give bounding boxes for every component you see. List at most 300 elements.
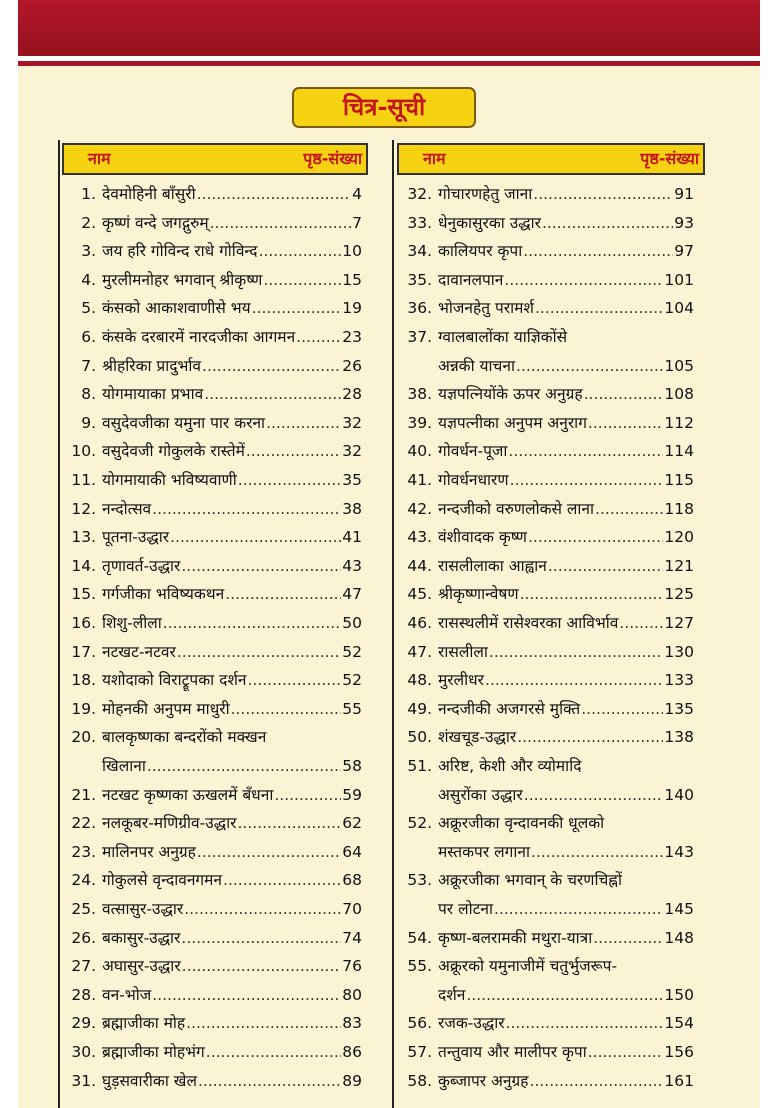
entry-title xyxy=(102,237,362,265)
dot-leader xyxy=(523,237,673,265)
entry-title-text: नन्दजीको वरुणलोकसे लाना xyxy=(438,500,595,518)
entry-title-text: नलकूबर-मणिग्रीव-उद्धार xyxy=(102,814,237,832)
dot-leader xyxy=(147,752,341,780)
entry-title-text: कुब्जापर अनुग्रह xyxy=(438,1072,529,1090)
entry-title-text: अक्रूरजीका भगवान् के चरणचिह्नों xyxy=(438,871,622,889)
entry-number: 12. xyxy=(71,500,96,518)
dot-leader xyxy=(198,1067,341,1095)
entry-title-text: रासस्थलीमें रासेश्वरका आविर्भाव xyxy=(438,614,619,632)
dot-leader xyxy=(506,1009,664,1037)
entry-title-text: तन्तुवाय और मालीपर कृपा xyxy=(438,1043,587,1061)
dot-leader xyxy=(206,1038,341,1066)
entry-title xyxy=(438,380,694,408)
entry-number: 40. xyxy=(407,442,432,460)
contents-entry xyxy=(56,237,362,265)
entry-page-number: 52 xyxy=(342,671,362,689)
entry-title xyxy=(102,409,362,437)
entry-title-text: दर्शन xyxy=(438,986,466,1004)
entry-title-text: कृष्ण-बलरामकी मथुरा-यात्रा xyxy=(438,929,593,947)
entry-title xyxy=(102,1038,362,1066)
entry-title-text: तृणावर्त-उद्धार xyxy=(102,557,181,575)
entry-title-text: रासलीलाका आह्वान xyxy=(438,557,547,575)
dot-leader xyxy=(197,180,352,208)
dot-leader xyxy=(584,380,664,408)
entry-page-number: 101 xyxy=(664,271,694,289)
dot-leader xyxy=(504,266,663,294)
entry-number: 20. xyxy=(71,728,96,746)
entry-page-number: 130 xyxy=(664,643,694,661)
dot-leader xyxy=(210,209,352,237)
entry-title-text: बकासुर-उद्धार xyxy=(102,929,181,947)
entry-title xyxy=(438,838,694,866)
contents-entry xyxy=(56,666,362,694)
contents-entry xyxy=(392,437,694,465)
dot-leader xyxy=(258,237,341,265)
contents-entry xyxy=(56,981,362,1009)
entry-title-text: श्रीहरिका प्रादुर्भाव xyxy=(102,357,202,375)
entry-title-text: गर्गजीका भविष्यकथन xyxy=(102,585,225,603)
entry-page-number: 50 xyxy=(342,614,362,632)
contents-entry xyxy=(56,294,362,322)
entry-title xyxy=(102,895,362,923)
entry-number: 54. xyxy=(407,929,432,947)
entry-title-text: नटखट कृष्णका ऊखलमें बँधना xyxy=(102,786,274,804)
entry-title xyxy=(438,952,694,980)
entry-page-number: 52 xyxy=(342,643,362,661)
entry-title xyxy=(102,666,362,694)
dot-leader xyxy=(548,552,664,580)
contents-entry xyxy=(56,580,362,608)
entry-page-number: 70 xyxy=(342,900,362,918)
entry-number: 17. xyxy=(71,643,96,661)
entry-number: 48. xyxy=(407,671,432,689)
page-title: चित्र-सूची xyxy=(292,87,476,128)
entry-title-text: कंसको आकाशवाणीसे भय xyxy=(102,299,251,317)
entry-page-number: 97 xyxy=(674,242,694,260)
dot-leader xyxy=(274,781,341,809)
entry-page-number: 35 xyxy=(342,471,362,489)
entry-title-text: रासलीला xyxy=(438,643,488,661)
entry-number: 31. xyxy=(71,1072,96,1090)
contents-entry xyxy=(56,1067,362,1095)
entry-title xyxy=(102,723,362,751)
entry-page-number: 93 xyxy=(674,214,694,232)
entry-title xyxy=(102,952,362,980)
entry-title-text: नन्दोत्सव xyxy=(102,500,152,518)
entry-title-text: जय हरि गोविन्द राधे गोविन्द xyxy=(102,242,258,260)
entry-title xyxy=(438,895,694,923)
entry-number: 5. xyxy=(81,299,96,317)
entry-number: 37. xyxy=(407,328,432,346)
entry-title xyxy=(102,695,362,723)
entry-title xyxy=(102,638,362,666)
entry-title-text: वन-भोज xyxy=(102,986,152,1004)
entry-title-text: मुरलीमनोहर भगवान् श्रीकृष्ण xyxy=(102,271,263,289)
entry-number: 24. xyxy=(71,871,96,889)
contents-entry xyxy=(56,380,362,408)
left-column-header xyxy=(62,143,368,175)
entry-number: 13. xyxy=(71,528,96,546)
entry-title-text: गोवर्धनधारण xyxy=(438,471,509,489)
entry-page-number: 89 xyxy=(342,1072,362,1090)
entry-page-number: 148 xyxy=(664,929,694,947)
entry-title xyxy=(438,580,694,608)
contents-entry xyxy=(392,209,694,237)
dot-leader xyxy=(181,924,341,952)
contents-entry xyxy=(56,495,362,523)
entry-number: 52. xyxy=(407,814,432,832)
contents-entry xyxy=(392,666,694,694)
entry-title-text: असुरोंका उद्धार xyxy=(438,786,523,804)
entry-page-number: 154 xyxy=(664,1014,694,1032)
entry-page-number: 127 xyxy=(664,614,694,632)
entry-title xyxy=(102,1009,362,1037)
entry-title xyxy=(438,466,694,494)
entry-title-text: अरिष्ट, केशी और व्योमादि xyxy=(438,757,582,775)
entry-page-number: 15 xyxy=(342,271,362,289)
entry-page-number: 47 xyxy=(342,585,362,603)
dot-leader xyxy=(510,466,664,494)
entry-number: 28. xyxy=(71,986,96,1004)
entry-title xyxy=(438,552,694,580)
entry-title-text: गोचारणहेतु जाना xyxy=(438,185,533,203)
entry-title-text: गोकुलसे वृन्दावनगमन xyxy=(102,871,223,889)
entry-title xyxy=(438,866,694,894)
entry-title xyxy=(102,352,362,380)
entry-number: 56. xyxy=(407,1014,432,1032)
entry-title xyxy=(102,466,362,494)
entry-title-text: देवमोहिनी बाँसुरी xyxy=(102,185,196,203)
entry-title-text: रजक-उद्धार xyxy=(438,1014,505,1032)
entry-title-text: ग्वालबालोंका याज्ञिकोंसे xyxy=(438,328,568,346)
contents-entry xyxy=(392,723,694,751)
contents-entry xyxy=(56,838,362,866)
entry-number: 14. xyxy=(71,557,96,575)
dot-leader xyxy=(508,437,663,465)
entry-page-number: 43 xyxy=(342,557,362,575)
entry-page-number: 135 xyxy=(664,700,694,718)
entry-title xyxy=(438,323,694,351)
entry-title-text: यज्ञपत्नियोंके ऊपर अनुग्रह xyxy=(438,385,583,403)
dot-leader xyxy=(238,466,342,494)
entry-page-number: 156 xyxy=(664,1043,694,1061)
entry-title xyxy=(102,838,362,866)
entry-title-text: खिलाना xyxy=(102,757,146,775)
entry-title xyxy=(438,666,694,694)
entry-title-text: योगमायाका प्रभाव xyxy=(102,385,204,403)
entry-title xyxy=(102,266,362,294)
entry-number: 58. xyxy=(407,1072,432,1090)
entry-title-text: अक्रूरको यमुनाजीमें चतुर्भुजरूप- xyxy=(438,957,618,975)
entry-title-text: ब्रह्माजीका मोह xyxy=(102,1014,186,1032)
entry-page-number: 108 xyxy=(664,385,694,403)
contents-entry xyxy=(56,437,362,465)
contents-entry xyxy=(56,552,362,580)
entry-number: 43. xyxy=(407,528,432,546)
entry-number: 57. xyxy=(407,1043,432,1061)
dot-leader xyxy=(542,209,673,237)
dot-leader xyxy=(593,924,663,952)
contents-entry xyxy=(56,695,362,723)
contents-entry xyxy=(392,180,694,208)
contents-entry xyxy=(56,895,362,923)
entry-title-text: धेनुकासुरका उद्धार xyxy=(438,214,541,232)
entry-number: 27. xyxy=(71,957,96,975)
dot-leader xyxy=(533,180,673,208)
entry-title-text: यज्ञपत्नीका अनुपम अनुराग xyxy=(438,414,587,432)
entry-title-text: मुरलीधर xyxy=(438,671,485,689)
contents-entry xyxy=(56,723,362,751)
entry-number: 34. xyxy=(407,242,432,260)
dot-leader xyxy=(588,1038,664,1066)
entry-title-text: दावानलपान xyxy=(438,271,504,289)
contents-entry xyxy=(56,523,362,551)
dot-leader xyxy=(263,266,341,294)
entry-title xyxy=(102,981,362,1009)
dot-leader xyxy=(225,580,341,608)
entry-title xyxy=(102,380,362,408)
contents-entry xyxy=(56,352,362,380)
contents-entry xyxy=(392,466,694,494)
entry-number: 26. xyxy=(71,929,96,947)
contents-entry xyxy=(56,1009,362,1037)
contents-entry xyxy=(392,952,694,980)
entry-number: 15. xyxy=(71,585,96,603)
entry-title xyxy=(438,523,694,551)
entry-title xyxy=(438,809,694,837)
contents-entry xyxy=(392,609,694,637)
entry-title xyxy=(102,781,362,809)
entry-title xyxy=(102,180,362,208)
dot-leader xyxy=(485,666,663,694)
name-header: नाम xyxy=(423,149,446,168)
dot-leader xyxy=(186,1009,341,1037)
entry-title-text: भोजनहेतु परामर्श xyxy=(438,299,534,317)
dot-leader xyxy=(581,695,663,723)
entry-title-text: अघासुर-उद्धार xyxy=(102,957,181,975)
entry-page-number: 133 xyxy=(664,671,694,689)
contents-entry xyxy=(392,781,694,809)
contents-entry xyxy=(392,1038,694,1066)
entry-title xyxy=(438,180,694,208)
entry-title xyxy=(438,638,694,666)
right-column-header xyxy=(397,143,705,175)
entry-title-text: कृष्णं वन्दे जगद्गुरुम् xyxy=(102,214,209,232)
entry-page-number: 19 xyxy=(342,299,362,317)
name-header: नाम xyxy=(88,149,111,168)
entry-title-text: वसुदेवजी गोकुलके रास्तेमें xyxy=(102,442,245,460)
dot-leader xyxy=(595,495,663,523)
contents-entry xyxy=(392,638,694,666)
entry-title-text: श्रीकृष्णान्वेषण xyxy=(438,585,519,603)
entry-title xyxy=(102,1067,362,1095)
entry-page-number: 112 xyxy=(664,414,694,432)
entry-page-number: 143 xyxy=(664,843,694,861)
entry-page-number: 138 xyxy=(664,728,694,746)
page-number-header: पृष्ठ-संख्या xyxy=(303,149,362,168)
entry-number: 30. xyxy=(71,1043,96,1061)
entry-title xyxy=(102,294,362,322)
entry-title-text: मस्तकपर लगाना xyxy=(438,843,530,861)
entry-page-number: 91 xyxy=(674,185,694,203)
contents-entry xyxy=(392,552,694,580)
entry-page-number: 4 xyxy=(352,185,362,203)
entry-title xyxy=(438,752,694,780)
entry-title-text: यशोदाको विराट्रूपका दर्शन xyxy=(102,671,247,689)
entry-page-number: 10 xyxy=(342,242,362,260)
contents-entry xyxy=(392,895,694,923)
entry-number: 1. xyxy=(81,185,96,203)
entry-title-text: योगमायाकी भविष्यवाणी xyxy=(102,471,237,489)
dot-leader xyxy=(619,609,663,637)
dot-leader xyxy=(197,838,341,866)
entry-title xyxy=(438,723,694,751)
dot-leader xyxy=(163,609,342,637)
entry-title xyxy=(102,609,362,637)
dot-leader xyxy=(466,981,663,1009)
contents-entry xyxy=(392,1009,694,1037)
entry-title xyxy=(438,981,694,1009)
entry-title xyxy=(438,1009,694,1037)
entry-number: 18. xyxy=(71,671,96,689)
entry-title xyxy=(102,924,362,952)
contents-entry xyxy=(392,380,694,408)
entry-title xyxy=(102,752,362,780)
entry-page-number: 120 xyxy=(664,528,694,546)
entry-number: 44. xyxy=(407,557,432,575)
entry-number: 6. xyxy=(81,328,96,346)
contents-entry xyxy=(392,838,694,866)
contents-entry xyxy=(392,523,694,551)
entry-title-text: पूतना-उद्धार xyxy=(102,528,170,546)
dot-leader xyxy=(517,723,663,751)
entry-title xyxy=(438,294,694,322)
entry-page-number: 161 xyxy=(664,1072,694,1090)
entry-number: 25. xyxy=(71,900,96,918)
contents-entry xyxy=(56,180,362,208)
entry-title-text: मोहनकी अनुपम माधुरी xyxy=(102,700,230,718)
entry-number: 49. xyxy=(407,700,432,718)
entry-number: 9. xyxy=(81,414,96,432)
entry-title xyxy=(102,552,362,580)
entry-page-number: 58 xyxy=(342,757,362,775)
entry-number: 38. xyxy=(407,385,432,403)
entry-title xyxy=(438,781,694,809)
entry-number: 22. xyxy=(71,814,96,832)
entry-number: 4. xyxy=(81,271,96,289)
entry-title xyxy=(102,580,362,608)
dot-leader xyxy=(516,352,663,380)
contents-entry xyxy=(392,266,694,294)
dot-leader xyxy=(170,523,341,551)
entry-number: 47. xyxy=(407,643,432,661)
contents-entry xyxy=(392,1067,694,1095)
entry-number: 51. xyxy=(407,757,432,775)
entry-title-text: कालियपर कृपा xyxy=(438,242,523,260)
dot-leader xyxy=(535,294,663,322)
entry-page-number: 118 xyxy=(664,500,694,518)
entry-page-number: 114 xyxy=(664,442,694,460)
entry-page-number: 105 xyxy=(664,357,694,375)
entry-title-text: नटखट-नटवर xyxy=(102,643,176,661)
entry-page-number: 32 xyxy=(342,414,362,432)
entry-page-number: 80 xyxy=(342,986,362,1004)
entry-page-number: 104 xyxy=(664,299,694,317)
contents-entry xyxy=(392,695,694,723)
entry-page-number: 7 xyxy=(352,214,362,232)
entry-title xyxy=(102,437,362,465)
entry-title xyxy=(438,495,694,523)
entry-title-text: वंशीवादक कृष्ण xyxy=(438,528,527,546)
entry-title-text: ब्रह्माजीका मोहभंग xyxy=(102,1043,205,1061)
entry-page-number: 62 xyxy=(342,814,362,832)
dot-leader xyxy=(489,638,664,666)
entry-number: 45. xyxy=(407,585,432,603)
entry-title xyxy=(438,1038,694,1066)
entry-number: 23. xyxy=(71,843,96,861)
entry-number: 11. xyxy=(71,471,96,489)
entry-title-text: अन्नकी याचना xyxy=(438,357,515,375)
entry-number: 19. xyxy=(71,700,96,718)
contents-entry xyxy=(56,209,362,237)
entry-title xyxy=(438,924,694,952)
entry-title-text: बालकृष्णका बन्दरोंको मक्खन xyxy=(102,728,267,746)
entry-page-number: 41 xyxy=(342,528,362,546)
dot-leader xyxy=(588,409,663,437)
entry-title xyxy=(438,237,694,265)
dot-leader xyxy=(296,323,341,351)
dot-leader xyxy=(528,523,663,551)
dot-leader xyxy=(529,1067,663,1095)
dot-leader xyxy=(238,809,342,837)
dot-leader xyxy=(204,380,341,408)
entry-number: 29. xyxy=(71,1014,96,1032)
dot-leader xyxy=(181,552,341,580)
contents-entry xyxy=(392,580,694,608)
contents-entry xyxy=(56,952,362,980)
contents-entry xyxy=(392,809,694,837)
dot-leader xyxy=(152,981,341,1009)
entry-number: 46. xyxy=(407,614,432,632)
dot-leader xyxy=(152,495,341,523)
entry-title xyxy=(438,352,694,380)
entry-number: 21. xyxy=(71,786,96,804)
contents-entry xyxy=(56,323,362,351)
entry-title xyxy=(438,695,694,723)
entry-number: 33. xyxy=(407,214,432,232)
entry-title-text: वत्सासुर-उद्धार xyxy=(102,900,184,918)
entry-page-number: 121 xyxy=(664,557,694,575)
dot-leader xyxy=(231,695,342,723)
contents-entry xyxy=(56,752,362,780)
dot-leader xyxy=(223,866,341,894)
contents-entry xyxy=(392,924,694,952)
entry-number: 50. xyxy=(407,728,432,746)
entry-number: 53. xyxy=(407,871,432,889)
contents-entry xyxy=(56,466,362,494)
entry-title xyxy=(438,409,694,437)
entry-page-number: 38 xyxy=(342,500,362,518)
entry-title xyxy=(438,266,694,294)
entry-page-number: 68 xyxy=(342,871,362,889)
entry-number: 36. xyxy=(407,299,432,317)
entry-title xyxy=(102,809,362,837)
contents-entry xyxy=(56,609,362,637)
entry-number: 55. xyxy=(407,957,432,975)
entry-title-text: कंसके दरबारमें नारदजीका आगमन xyxy=(102,328,296,346)
entry-page-number: 76 xyxy=(342,957,362,975)
entry-number: 3. xyxy=(81,242,96,260)
